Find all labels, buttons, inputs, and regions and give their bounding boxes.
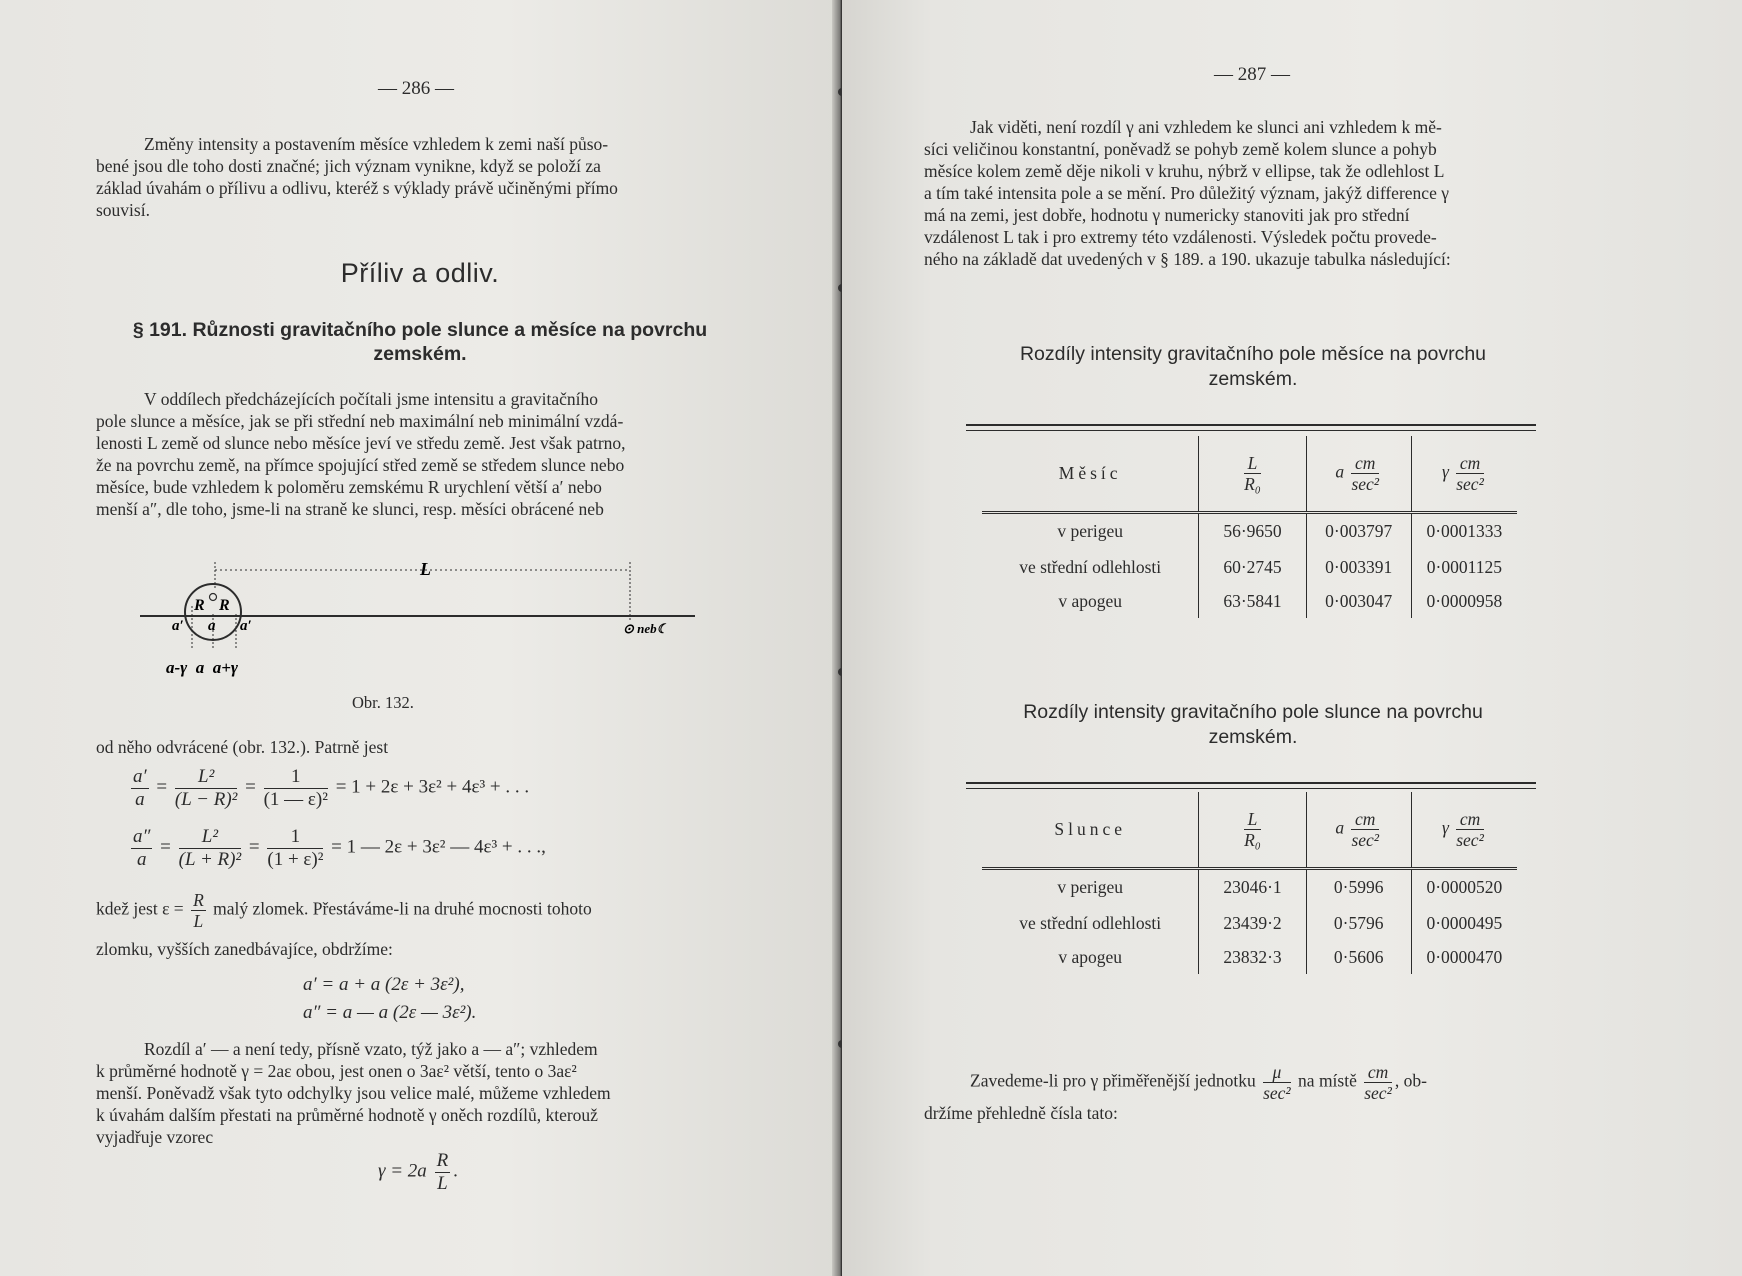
table-cell: v perigeu — [1057, 521, 1123, 542]
page-number: — 287 — — [1214, 64, 1290, 85]
figure-a-label: a — [208, 618, 216, 634]
text-line: od něho odvrácené (obr. 132.). Patrně jest — [96, 737, 389, 757]
eq2-f1-den: (L + R)² — [178, 848, 242, 870]
text-line: vyjadřuje vzorec — [96, 1127, 214, 1147]
table-cell: 56·9650 — [1199, 512, 1306, 550]
text-line: Změny intensity a postavením měsíce vzhledem k zemi naší půso- — [144, 134, 609, 154]
closing-f1-den: sec² — [1263, 1083, 1291, 1104]
text-line: a tím také intensita pole a se mění. Pro důležitý význam, jakýž difference γ — [924, 183, 1449, 203]
table-row — [982, 940, 1517, 974]
text-line: bené jsou dle toho dosti značné; jich význam vynikne, když se položí za — [96, 156, 601, 176]
eq2-tail: = 1 — 2ε + 3ε² — 4ε³ + . . ., — [331, 836, 546, 858]
eq2-lhs-den: a — [136, 848, 147, 870]
header-num: cm — [1351, 453, 1379, 474]
figure-L-label: L — [420, 559, 431, 579]
table-cell: 23832·3 — [1199, 940, 1306, 974]
eq1-f1-num: L² — [175, 766, 238, 789]
epsilon-definition — [96, 890, 592, 931]
eq2-f2-den: (1 + ε)² — [267, 848, 324, 870]
eq1-f2-num: 1 — [264, 766, 328, 789]
closing-post: , ob- — [1394, 1070, 1427, 1091]
table-cell: 23439·2 — [1199, 906, 1306, 940]
text-line: ného na základě dat uvedených v § 189. a 190. ukazuje tabulka následující: — [924, 249, 1451, 269]
closing-line-2 — [924, 1102, 1582, 1124]
eq2-f2-num: 1 — [267, 826, 323, 849]
text-line: Jak viděti, není rozdíl γ ani vzhledem ke slunci ani vzhledem k mě- — [970, 117, 1442, 137]
text-line: menší a″, dle toho, jsme-li na straně ke slunci, resp. měsíci obrácené neb — [96, 499, 604, 519]
text-line: menší. Poněvadž však tyto odchylky jsou velice malé, můžeme vzhledem — [96, 1083, 611, 1103]
text-line: zlomku, vyšších zanedbávajíce, obdržíme: — [96, 939, 393, 959]
gamma-formula: γ = 2a $\frac{R}{L}$ . — [378, 1150, 458, 1194]
header-den: sec² — [1456, 473, 1484, 494]
table-cell: 60·2745 — [1199, 550, 1306, 584]
moon-col-header: Měsíc — [1058, 462, 1122, 483]
table-cell: 0·5996 — [1306, 868, 1411, 906]
closing-mid: na místě — [1298, 1070, 1357, 1091]
closing-f2-den: sec² — [1364, 1083, 1392, 1104]
figure-sun-label: ⊙ neb☾ — [623, 621, 669, 636]
header-num: L — [1244, 809, 1261, 830]
eq1-f1-den: (L − R)² — [174, 788, 238, 810]
table-cell: 0·0000470 — [1411, 940, 1517, 974]
header-den: sec² — [1456, 829, 1484, 850]
header-num: cm — [1351, 809, 1379, 830]
section-title — [96, 318, 744, 366]
closing-f2-num: cm — [1364, 1062, 1392, 1083]
header-symbol: a — [1335, 817, 1345, 838]
eq1-lhs-num: a′ — [133, 766, 147, 787]
eq1-lhs-den: a — [135, 788, 145, 810]
table-cell: v apogeu — [1058, 946, 1123, 967]
text-line: Rozdíl a′ — a není tedy, přísně vzato, týž jako a — a″; vzhledem — [144, 1039, 598, 1059]
sun-table-top-rule — [966, 782, 1536, 789]
page-number: — 286 — — [378, 78, 454, 99]
figure-a-prime-label: a′ — [172, 618, 184, 634]
table-cell: 0·5796 — [1306, 906, 1411, 940]
moon-table — [982, 436, 1517, 618]
text-line: vzdálenost L tak i pro extremy této vzdálenosti. Výsledek počtu provede- — [924, 227, 1437, 247]
moon-table-title — [924, 342, 1582, 392]
table-cell: 0·5606 — [1306, 940, 1411, 974]
table-cell: 0·0000520 — [1411, 868, 1517, 906]
closing-f1-num: μ — [1263, 1062, 1291, 1083]
table-cell: 0·003797 — [1306, 512, 1411, 550]
table-cell: 0·0001125 — [1411, 550, 1517, 584]
moon-col-header-ratio — [1199, 436, 1306, 512]
text-line: lenosti L země od slunce nebo měsíce jeví ve středu země. Jest však patrno, — [96, 433, 626, 453]
closing-line — [970, 1062, 1427, 1103]
text-line: že na povrchu země, na přímce spojující střed země se středem slunce nebo — [96, 455, 625, 475]
chapter-title: Příliv a odliv. — [340, 258, 500, 288]
header-den: sec² — [1351, 829, 1380, 850]
kdez-rest: malý zlomek. Přestáváme-li na druhé mocnosti tohoto — [213, 898, 592, 919]
text-line: k úvahám dalším přestati na průměrné hodnotě γ oněch rozdílů, kterouž — [96, 1105, 598, 1125]
header-den: R₀ — [1244, 829, 1261, 850]
text-line: měsíce kolem země děje nikoli v kruhu, nýbrž v ellipse, tak že odlehlost L — [924, 161, 1445, 181]
table-cell: 0·0000495 — [1411, 906, 1517, 940]
final-paragraph — [96, 1038, 744, 1148]
section-title-line: zemském. — [373, 343, 467, 365]
header-symbol: γ — [1441, 817, 1449, 838]
sun-table-title — [924, 700, 1582, 750]
eq2-f1-num: L² — [179, 826, 242, 849]
moon-col-header-gamma — [1411, 436, 1517, 512]
gamma-lhs: γ = 2a — [378, 1160, 427, 1182]
table-row — [982, 906, 1517, 940]
zlomku-text — [96, 938, 744, 960]
table-row — [982, 868, 1517, 906]
text-line: měsíce, bude vzhledem k poloměru zemskému R urychlení větší a′ nebo — [96, 477, 602, 497]
result-equation-2: a″ = a — a (2ε — 3ε²). — [303, 1002, 477, 1023]
sun-col-header-a — [1306, 792, 1411, 868]
table-row — [982, 550, 1517, 584]
table-cell: v apogeu — [1058, 590, 1123, 611]
after-figure-text — [96, 736, 744, 758]
eq2-lhs-num: a″ — [133, 826, 151, 847]
section-title-line: § 191. Různosti gravitačního pole slunce a měsíce na povrchu — [132, 319, 708, 341]
intro-paragraph — [96, 133, 744, 221]
text-line: pole slunce a měsíce, jak se při střední neb maximální neb minimální vzdá- — [96, 411, 624, 431]
figure-caption: Obr. 132. — [352, 693, 414, 712]
table-cell: v perigeu — [1057, 877, 1123, 898]
sun-table-title-line: zemském. — [1208, 726, 1298, 748]
text-line: V oddílech předcházejících počítali jsme intensitu a gravitačního — [144, 389, 599, 409]
table-cell: ve střední odlehlosti — [1019, 912, 1162, 933]
sun-col-header-ratio — [1199, 792, 1306, 868]
moon-table-header-row — [982, 436, 1517, 512]
kdez-frac-den: L — [193, 911, 204, 932]
sun-col-header-gamma — [1411, 792, 1517, 868]
figure-R-label: R — [194, 597, 205, 614]
closing-pre: Zavedeme-li pro γ přiměřenější jednotku — [970, 1070, 1256, 1091]
kdez-frac-num: R — [193, 890, 204, 910]
table-cell: 63·5841 — [1199, 584, 1306, 618]
table-cell: 0·003047 — [1306, 584, 1411, 618]
sun-table-header-row — [982, 792, 1517, 868]
text-line: má na zemi, jest dobře, hodnotu γ numericky stanoviti jak pro střední — [924, 205, 1410, 225]
header-symbol: γ — [1441, 461, 1449, 482]
header-symbol: a — [1335, 461, 1345, 482]
intro-paragraph — [924, 116, 1582, 270]
table-cell: ve střední odlehlosti — [1019, 556, 1162, 577]
moon-table-title-line: Rozdíly intensity gravitačního pole měsíce na povrchu — [1019, 343, 1487, 365]
text-line: souvisí. — [96, 200, 150, 220]
equation-1: $\frac{a'}{a}$ = $\frac{\text{L²}}{\text{(L − R)²}}$ = $\frac{1}{\text{(1 — ε)²}}$ = 1 + 2ε + 3ε² + 4ε³ + . . . — [133, 766, 530, 810]
right-page — [842, 0, 1742, 1276]
table-cell: 0·0000958 — [1411, 584, 1517, 618]
figure-bottom-labels: a-γ a a+γ — [166, 658, 238, 677]
kdez-prefix: kdež jest ε = — [96, 898, 184, 919]
gamma-num: R — [436, 1150, 449, 1171]
figure-R-label: R — [219, 597, 230, 614]
left-page — [0, 0, 842, 1276]
moon-table-top-rule — [966, 424, 1536, 431]
equation-2: $\frac{a''}{a}$ = $\frac{\text{L²}}{\text{(L + R)²}}$ = $\frac{1}{\text{(1 + ε)²}}$ = 1 — 2ε + 3ε² — 4ε³ + . . ., — [133, 826, 546, 870]
table-cell: 0·003391 — [1306, 550, 1411, 584]
table-cell: 0·0001333 — [1411, 512, 1517, 550]
text-line: základ úvahám o přílivu a odlivu, kteréž s výklady právě učiněnými přímo — [96, 178, 618, 198]
body-paragraph — [96, 388, 744, 520]
table-cell: 23046·1 — [1199, 868, 1306, 906]
text-line: síci veličinou konstantní, poněvadž se pohyb země kolem slunce a pohyb — [924, 139, 1437, 159]
moon-col-header-a — [1306, 436, 1411, 512]
eq1-tail: = 1 + 2ε + 3ε² + 4ε³ + . . . — [335, 776, 530, 798]
text-line: držíme přehledně čísla tato: — [924, 1103, 1118, 1123]
eq1-f2-den: (1 — ε)² — [263, 788, 328, 810]
table-row — [982, 512, 1517, 550]
gamma-den: L — [437, 1172, 448, 1194]
table-row — [982, 584, 1517, 618]
result-equation-1: a′ = a + a (2ε + 3ε²), — [303, 974, 465, 995]
sun-col-header: Slunce — [1054, 818, 1127, 839]
header-num: cm — [1456, 809, 1484, 830]
header-num: L — [1244, 453, 1261, 474]
sun-table-title-line: Rozdíly intensity gravitačního pole slunce na povrchu — [1023, 701, 1483, 723]
header-num: cm — [1456, 453, 1484, 474]
text-line: k průměrné hodnotě γ = 2aε obou, jest onen o 3aε² větší, tento o 3aε² — [96, 1061, 577, 1081]
header-den: R₀ — [1244, 473, 1261, 494]
figure-a-prime-label: a′ — [240, 618, 252, 634]
figure-132-diagram — [140, 548, 700, 688]
moon-table-title-line: zemském. — [1208, 368, 1298, 390]
sun-table — [982, 792, 1517, 974]
header-den: sec² — [1351, 473, 1380, 494]
